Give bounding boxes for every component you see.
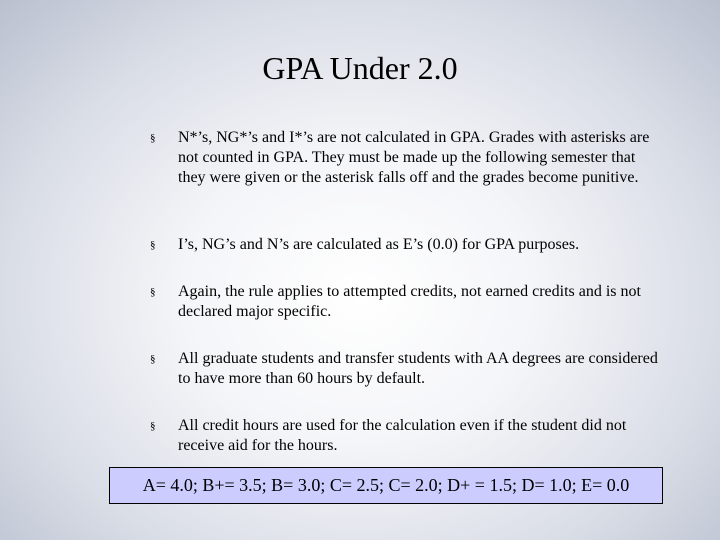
bullet-item [150,235,670,255]
bullet-item [150,349,670,389]
bullet-marker-icon: § [150,420,156,432]
bullet-text: I’s, NG’s and N’s are calculated as E’s (0.0) for GPA purposes. [178,236,580,253]
bullet-marker-icon: § [150,239,156,251]
bullet-text: All graduate students and transfer students with AA degrees are considered to have more than 60 hours by default. [178,350,658,387]
bullet-marker-icon: § [150,286,156,298]
bullet-item [150,416,670,456]
bullet-text: Again, the rule applies to attempted credits, not earned credits and is not declared major specific. [178,283,641,320]
bullet-item [150,282,670,322]
bullet-text: All credit hours are used for the calculation even if the student did not receive aid for the hours. [178,417,627,454]
bullet-marker-icon: § [150,353,156,365]
slide-title: GPA Under 2.0 [262,50,458,86]
bullet-text: N*’s, NG*’s and I*’s are not calculated in GPA. Grades with asterisks are not counted in GPA. They must be made up the following semester that they were given or the asterisk falls off and the grades become punitive. [178,129,650,186]
grade-scale-box: A= 4.0; B+= 3.5; B= 3.0; C= 2.5; C= 2.0; D+ = 1.5; D= 1.0; E= 0.0 [109,467,663,504]
bullet-marker-icon: § [150,132,156,144]
bullet-item [150,128,670,188]
